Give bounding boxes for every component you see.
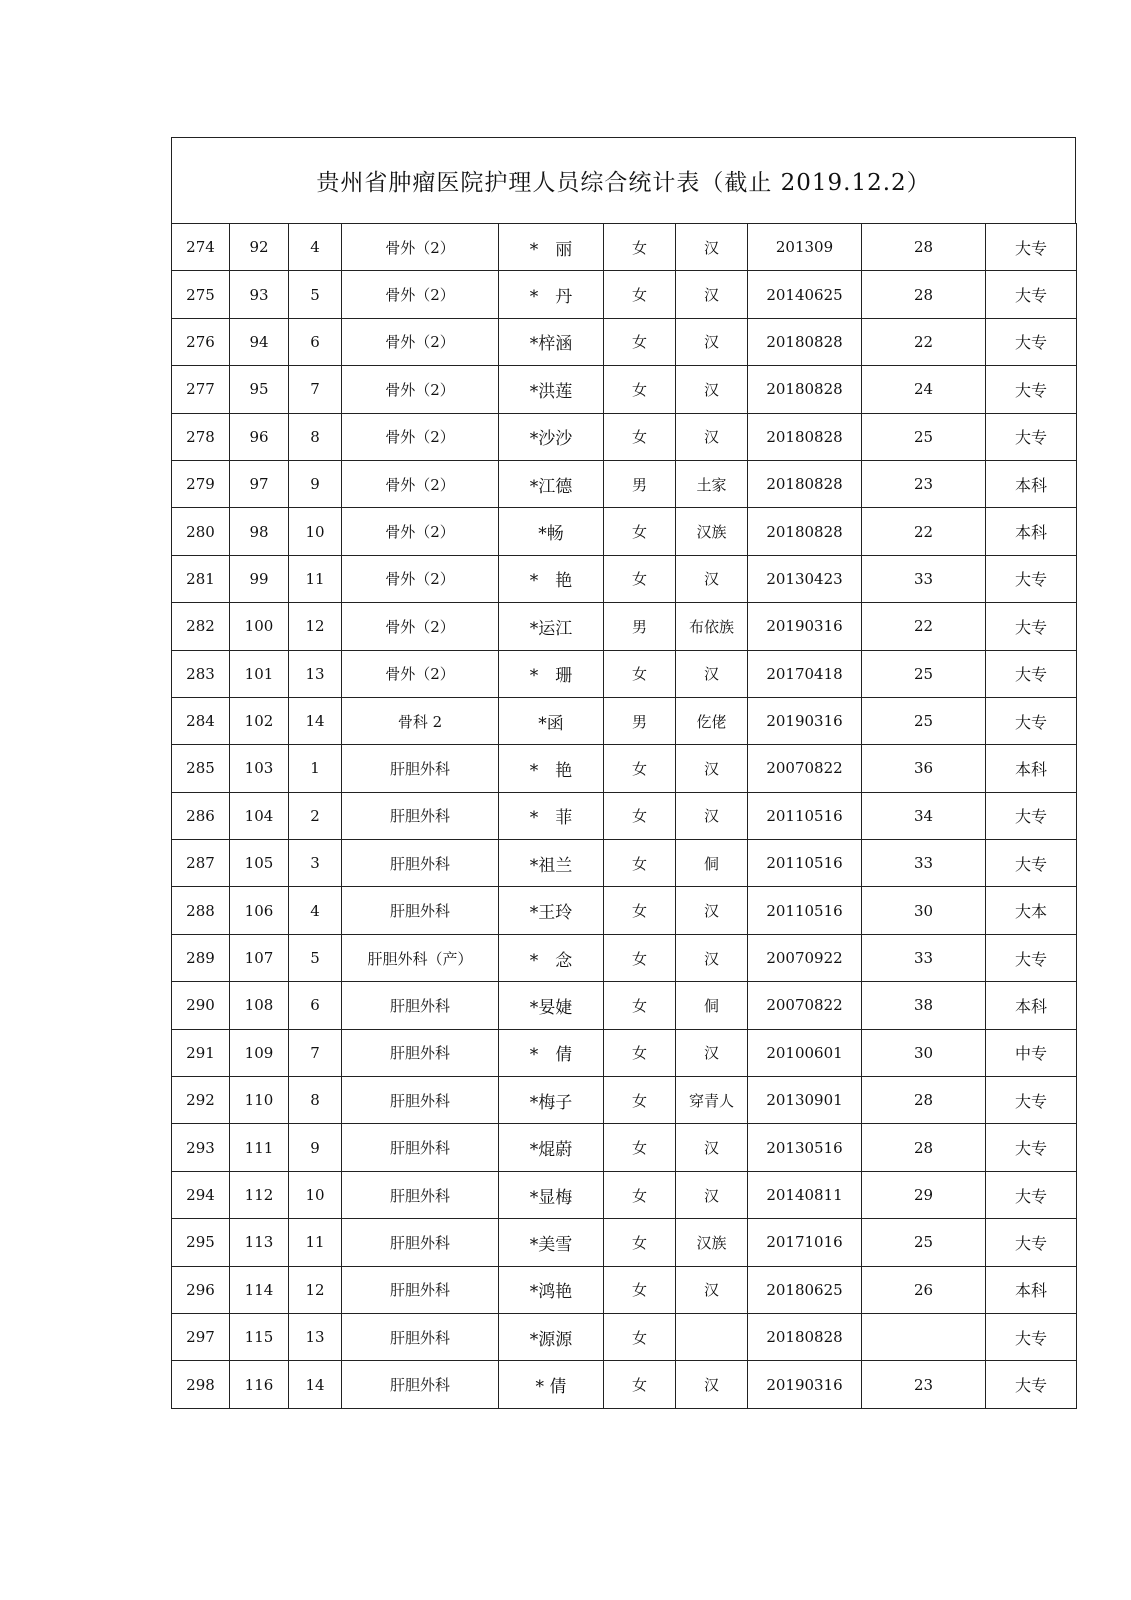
start-date-cell: 20180828 bbox=[748, 460, 862, 507]
gender-cell: 女 bbox=[604, 1077, 676, 1124]
start-date-cell: 20180828 bbox=[748, 318, 862, 365]
start-date-cell: 20070922 bbox=[748, 934, 862, 981]
start-date-cell: 20110516 bbox=[748, 840, 862, 887]
name-cell: *畅 bbox=[499, 508, 604, 555]
gender-cell: 女 bbox=[604, 413, 676, 460]
gender-cell: 女 bbox=[604, 1171, 676, 1218]
table-row bbox=[172, 650, 1077, 697]
start-date-cell: 20110516 bbox=[748, 887, 862, 934]
name-cell: *沙沙 bbox=[499, 413, 604, 460]
dept-index-cell: 14 bbox=[289, 697, 342, 744]
age-cell: 28 bbox=[862, 1077, 986, 1124]
start-date-cell: 20180625 bbox=[748, 1266, 862, 1313]
age-cell: 22 bbox=[862, 318, 986, 365]
dept-index-cell: 13 bbox=[289, 1313, 342, 1360]
start-date-cell: 20180828 bbox=[748, 1313, 862, 1360]
age-cell: 28 bbox=[862, 271, 986, 318]
department-cell: 肝胆外科 bbox=[342, 1171, 499, 1218]
gender-cell: 女 bbox=[604, 1029, 676, 1076]
ethnicity-cell: 土家 bbox=[676, 460, 748, 507]
department-cell: 骨外（2） bbox=[342, 318, 499, 365]
dept-seq-cell: 115 bbox=[230, 1313, 289, 1360]
gender-cell: 女 bbox=[604, 1124, 676, 1171]
department-cell: 骨外（2） bbox=[342, 366, 499, 413]
dept-seq-cell: 113 bbox=[230, 1219, 289, 1266]
ethnicity-cell: 汉 bbox=[676, 1266, 748, 1313]
gender-cell: 男 bbox=[604, 460, 676, 507]
dept-index-cell: 6 bbox=[289, 318, 342, 365]
start-date-cell: 20180828 bbox=[748, 508, 862, 555]
ethnicity-cell: 汉 bbox=[676, 1361, 748, 1408]
name-cell: *鸿艳 bbox=[499, 1266, 604, 1313]
name-cell: *显梅 bbox=[499, 1171, 604, 1218]
dept-index-cell: 10 bbox=[289, 1171, 342, 1218]
dept-index-cell: 14 bbox=[289, 1361, 342, 1408]
dept-seq-cell: 96 bbox=[230, 413, 289, 460]
table-row bbox=[172, 1313, 1077, 1360]
education-cell: 大专 bbox=[986, 318, 1077, 365]
dept-seq-cell: 93 bbox=[230, 271, 289, 318]
department-cell: 骨外（2） bbox=[342, 224, 499, 271]
gender-cell: 女 bbox=[604, 1313, 676, 1360]
age-cell: 23 bbox=[862, 460, 986, 507]
name-cell: * 丽 bbox=[499, 224, 604, 271]
seq-cell: 279 bbox=[172, 460, 230, 507]
gender-cell: 女 bbox=[604, 318, 676, 365]
education-cell: 大专 bbox=[986, 366, 1077, 413]
table-row bbox=[172, 887, 1077, 934]
dept-seq-cell: 110 bbox=[230, 1077, 289, 1124]
start-date-cell: 20171016 bbox=[748, 1219, 862, 1266]
age-cell: 25 bbox=[862, 650, 986, 697]
ethnicity-cell: 汉族 bbox=[676, 508, 748, 555]
staff-table bbox=[171, 223, 1077, 1409]
age-cell: 28 bbox=[862, 224, 986, 271]
dept-seq-cell: 116 bbox=[230, 1361, 289, 1408]
start-date-cell: 20140625 bbox=[748, 271, 862, 318]
start-date-cell: 20130901 bbox=[748, 1077, 862, 1124]
department-cell: 骨外（2） bbox=[342, 650, 499, 697]
name-cell: *函 bbox=[499, 697, 604, 744]
education-cell: 大专 bbox=[986, 934, 1077, 981]
gender-cell: 女 bbox=[604, 366, 676, 413]
table-row bbox=[172, 555, 1077, 602]
gender-cell: 女 bbox=[604, 792, 676, 839]
education-cell: 中专 bbox=[986, 1029, 1077, 1076]
seq-cell: 296 bbox=[172, 1266, 230, 1313]
department-cell: 肝胆外科 bbox=[342, 1361, 499, 1408]
education-cell: 本科 bbox=[986, 982, 1077, 1029]
dept-index-cell: 9 bbox=[289, 460, 342, 507]
department-cell: 肝胆外科 bbox=[342, 792, 499, 839]
dept-index-cell: 4 bbox=[289, 224, 342, 271]
ethnicity-cell: 汉 bbox=[676, 650, 748, 697]
start-date-cell: 20190316 bbox=[748, 697, 862, 744]
department-cell: 骨外（2） bbox=[342, 508, 499, 555]
seq-cell: 274 bbox=[172, 224, 230, 271]
dept-seq-cell: 100 bbox=[230, 603, 289, 650]
gender-cell: 女 bbox=[604, 224, 676, 271]
ethnicity-cell: 汉族 bbox=[676, 1219, 748, 1266]
ethnicity-cell: 布依族 bbox=[676, 603, 748, 650]
table-row bbox=[172, 1361, 1077, 1408]
education-cell: 大专 bbox=[986, 413, 1077, 460]
dept-index-cell: 2 bbox=[289, 792, 342, 839]
dept-index-cell: 4 bbox=[289, 887, 342, 934]
gender-cell: 女 bbox=[604, 1361, 676, 1408]
seq-cell: 276 bbox=[172, 318, 230, 365]
dept-seq-cell: 112 bbox=[230, 1171, 289, 1218]
dept-seq-cell: 108 bbox=[230, 982, 289, 1029]
ethnicity-cell: 汉 bbox=[676, 745, 748, 792]
dept-seq-cell: 103 bbox=[230, 745, 289, 792]
department-cell: 肝胆外科 bbox=[342, 887, 499, 934]
seq-cell: 293 bbox=[172, 1124, 230, 1171]
table-row bbox=[172, 982, 1077, 1029]
name-cell: * 倩 bbox=[499, 1361, 604, 1408]
department-cell: 骨外（2） bbox=[342, 413, 499, 460]
start-date-cell: 20190316 bbox=[748, 603, 862, 650]
gender-cell: 女 bbox=[604, 1266, 676, 1313]
gender-cell: 女 bbox=[604, 555, 676, 602]
education-cell: 大专 bbox=[986, 697, 1077, 744]
department-cell: 骨科 2 bbox=[342, 697, 499, 744]
name-cell: *源源 bbox=[499, 1313, 604, 1360]
dept-seq-cell: 104 bbox=[230, 792, 289, 839]
table-row bbox=[172, 1077, 1077, 1124]
start-date-cell: 20070822 bbox=[748, 745, 862, 792]
dept-seq-cell: 102 bbox=[230, 697, 289, 744]
dept-seq-cell: 99 bbox=[230, 555, 289, 602]
age-cell: 33 bbox=[862, 555, 986, 602]
dept-index-cell: 5 bbox=[289, 271, 342, 318]
department-cell: 肝胆外科 bbox=[342, 1029, 499, 1076]
seq-cell: 281 bbox=[172, 555, 230, 602]
table-row bbox=[172, 1219, 1077, 1266]
name-cell: *焜蔚 bbox=[499, 1124, 604, 1171]
department-cell: 肝胆外科 bbox=[342, 982, 499, 1029]
table-row bbox=[172, 318, 1077, 365]
department-cell: 肝胆外科 bbox=[342, 1219, 499, 1266]
education-cell: 大本 bbox=[986, 887, 1077, 934]
name-cell: *洪莲 bbox=[499, 366, 604, 413]
dept-index-cell: 8 bbox=[289, 413, 342, 460]
table-row bbox=[172, 934, 1077, 981]
start-date-cell: 20180828 bbox=[748, 413, 862, 460]
seq-cell: 292 bbox=[172, 1077, 230, 1124]
department-cell: 骨外（2） bbox=[342, 460, 499, 507]
name-cell: *美雪 bbox=[499, 1219, 604, 1266]
education-cell: 本科 bbox=[986, 508, 1077, 555]
ethnicity-cell: 汉 bbox=[676, 224, 748, 271]
table-row bbox=[172, 413, 1077, 460]
seq-cell: 294 bbox=[172, 1171, 230, 1218]
table-row bbox=[172, 1266, 1077, 1313]
dept-seq-cell: 114 bbox=[230, 1266, 289, 1313]
age-cell: 38 bbox=[862, 982, 986, 1029]
dept-index-cell: 5 bbox=[289, 934, 342, 981]
start-date-cell: 20070822 bbox=[748, 982, 862, 1029]
start-date-cell: 20140811 bbox=[748, 1171, 862, 1218]
ethnicity-cell: 汉 bbox=[676, 366, 748, 413]
dept-index-cell: 10 bbox=[289, 508, 342, 555]
seq-cell: 285 bbox=[172, 745, 230, 792]
seq-cell: 275 bbox=[172, 271, 230, 318]
education-cell: 大专 bbox=[986, 271, 1077, 318]
age-cell: 30 bbox=[862, 1029, 986, 1076]
seq-cell: 298 bbox=[172, 1361, 230, 1408]
gender-cell: 男 bbox=[604, 603, 676, 650]
education-cell: 大专 bbox=[986, 650, 1077, 697]
start-date-cell: 20100601 bbox=[748, 1029, 862, 1076]
education-cell: 大专 bbox=[986, 224, 1077, 271]
ethnicity-cell: 汉 bbox=[676, 1171, 748, 1218]
dept-seq-cell: 98 bbox=[230, 508, 289, 555]
ethnicity-cell: 侗 bbox=[676, 840, 748, 887]
education-cell: 大专 bbox=[986, 603, 1077, 650]
seq-cell: 278 bbox=[172, 413, 230, 460]
table-row bbox=[172, 508, 1077, 555]
ethnicity-cell: 汉 bbox=[676, 887, 748, 934]
gender-cell: 女 bbox=[604, 982, 676, 1029]
ethnicity-cell: 汉 bbox=[676, 318, 748, 365]
seq-cell: 280 bbox=[172, 508, 230, 555]
start-date-cell: 201309 bbox=[748, 224, 862, 271]
gender-cell: 女 bbox=[604, 508, 676, 555]
education-cell: 大专 bbox=[986, 555, 1077, 602]
gender-cell: 男 bbox=[604, 697, 676, 744]
seq-cell: 290 bbox=[172, 982, 230, 1029]
age-cell: 25 bbox=[862, 1219, 986, 1266]
start-date-cell: 20180828 bbox=[748, 366, 862, 413]
gender-cell: 女 bbox=[604, 887, 676, 934]
dept-seq-cell: 92 bbox=[230, 224, 289, 271]
education-cell: 大专 bbox=[986, 1219, 1077, 1266]
name-cell: * 珊 bbox=[499, 650, 604, 697]
dept-seq-cell: 105 bbox=[230, 840, 289, 887]
start-date-cell: 20130516 bbox=[748, 1124, 862, 1171]
name-cell: *梅子 bbox=[499, 1077, 604, 1124]
age-cell: 33 bbox=[862, 840, 986, 887]
age-cell bbox=[862, 1313, 986, 1360]
name-cell: * 念 bbox=[499, 934, 604, 981]
dept-index-cell: 8 bbox=[289, 1077, 342, 1124]
table-row bbox=[172, 1171, 1077, 1218]
page-title: 贵州省肿瘤医院护理人员综合统计表（截止 2019.12.2） bbox=[316, 170, 931, 196]
start-date-cell: 20130423 bbox=[748, 555, 862, 602]
name-cell: *祖兰 bbox=[499, 840, 604, 887]
table-row bbox=[172, 1029, 1077, 1076]
ethnicity-cell: 汉 bbox=[676, 934, 748, 981]
age-cell: 33 bbox=[862, 934, 986, 981]
dept-seq-cell: 107 bbox=[230, 934, 289, 981]
table-row bbox=[172, 697, 1077, 744]
education-cell: 大专 bbox=[986, 1361, 1077, 1408]
ethnicity-cell: 汉 bbox=[676, 1029, 748, 1076]
gender-cell: 女 bbox=[604, 745, 676, 792]
ethnicity-cell bbox=[676, 1313, 748, 1360]
dept-seq-cell: 109 bbox=[230, 1029, 289, 1076]
gender-cell: 女 bbox=[604, 840, 676, 887]
dept-seq-cell: 106 bbox=[230, 887, 289, 934]
age-cell: 36 bbox=[862, 745, 986, 792]
seq-cell: 283 bbox=[172, 650, 230, 697]
ethnicity-cell: 汉 bbox=[676, 555, 748, 602]
department-cell: 肝胆外科 bbox=[342, 840, 499, 887]
name-cell: * 丹 bbox=[499, 271, 604, 318]
dept-index-cell: 7 bbox=[289, 366, 342, 413]
age-cell: 25 bbox=[862, 697, 986, 744]
department-cell: 肝胆外科（产） bbox=[342, 934, 499, 981]
table-body bbox=[172, 224, 1077, 1409]
ethnicity-cell: 仡佬 bbox=[676, 697, 748, 744]
table-row bbox=[172, 745, 1077, 792]
dept-index-cell: 9 bbox=[289, 1124, 342, 1171]
ethnicity-cell: 侗 bbox=[676, 982, 748, 1029]
title-cell bbox=[171, 137, 1076, 223]
dept-index-cell: 7 bbox=[289, 1029, 342, 1076]
seq-cell: 282 bbox=[172, 603, 230, 650]
department-cell: 骨外（2） bbox=[342, 603, 499, 650]
dept-index-cell: 11 bbox=[289, 555, 342, 602]
education-cell: 本科 bbox=[986, 1266, 1077, 1313]
dept-index-cell: 12 bbox=[289, 603, 342, 650]
age-cell: 23 bbox=[862, 1361, 986, 1408]
age-cell: 26 bbox=[862, 1266, 986, 1313]
start-date-cell: 20170418 bbox=[748, 650, 862, 697]
age-cell: 34 bbox=[862, 792, 986, 839]
seq-cell: 284 bbox=[172, 697, 230, 744]
seq-cell: 289 bbox=[172, 934, 230, 981]
education-cell: 本科 bbox=[986, 460, 1077, 507]
dept-seq-cell: 95 bbox=[230, 366, 289, 413]
name-cell: *梓涵 bbox=[499, 318, 604, 365]
dept-index-cell: 12 bbox=[289, 1266, 342, 1313]
seq-cell: 288 bbox=[172, 887, 230, 934]
table-row bbox=[172, 460, 1077, 507]
dept-seq-cell: 111 bbox=[230, 1124, 289, 1171]
table-row bbox=[172, 603, 1077, 650]
education-cell: 本科 bbox=[986, 745, 1077, 792]
name-cell: * 倩 bbox=[499, 1029, 604, 1076]
gender-cell: 女 bbox=[604, 271, 676, 318]
ethnicity-cell: 汉 bbox=[676, 271, 748, 318]
table-row bbox=[172, 1124, 1077, 1171]
education-cell: 大专 bbox=[986, 792, 1077, 839]
education-cell: 大专 bbox=[986, 1313, 1077, 1360]
age-cell: 29 bbox=[862, 1171, 986, 1218]
ethnicity-cell: 汉 bbox=[676, 1124, 748, 1171]
seq-cell: 286 bbox=[172, 792, 230, 839]
department-cell: 骨外（2） bbox=[342, 555, 499, 602]
dept-index-cell: 6 bbox=[289, 982, 342, 1029]
seq-cell: 295 bbox=[172, 1219, 230, 1266]
dept-index-cell: 3 bbox=[289, 840, 342, 887]
gender-cell: 女 bbox=[604, 1219, 676, 1266]
name-cell: *王玲 bbox=[499, 887, 604, 934]
department-cell: 肝胆外科 bbox=[342, 1124, 499, 1171]
age-cell: 24 bbox=[862, 366, 986, 413]
seq-cell: 277 bbox=[172, 366, 230, 413]
ethnicity-cell: 汉 bbox=[676, 413, 748, 460]
department-cell: 肝胆外科 bbox=[342, 1266, 499, 1313]
age-cell: 28 bbox=[862, 1124, 986, 1171]
start-date-cell: 20190316 bbox=[748, 1361, 862, 1408]
name-cell: *妟婕 bbox=[499, 982, 604, 1029]
statistics-sheet bbox=[171, 137, 1076, 1409]
table-row bbox=[172, 366, 1077, 413]
seq-cell: 287 bbox=[172, 840, 230, 887]
ethnicity-cell: 汉 bbox=[676, 792, 748, 839]
age-cell: 25 bbox=[862, 413, 986, 460]
department-cell: 肝胆外科 bbox=[342, 1313, 499, 1360]
seq-cell: 297 bbox=[172, 1313, 230, 1360]
ethnicity-cell: 穿青人 bbox=[676, 1077, 748, 1124]
name-cell: * 艳 bbox=[499, 745, 604, 792]
department-cell: 肝胆外科 bbox=[342, 1077, 499, 1124]
dept-index-cell: 1 bbox=[289, 745, 342, 792]
age-cell: 22 bbox=[862, 508, 986, 555]
table-row bbox=[172, 792, 1077, 839]
seq-cell: 291 bbox=[172, 1029, 230, 1076]
dept-index-cell: 13 bbox=[289, 650, 342, 697]
dept-seq-cell: 97 bbox=[230, 460, 289, 507]
start-date-cell: 20110516 bbox=[748, 792, 862, 839]
education-cell: 大专 bbox=[986, 840, 1077, 887]
age-cell: 30 bbox=[862, 887, 986, 934]
education-cell: 大专 bbox=[986, 1171, 1077, 1218]
age-cell: 22 bbox=[862, 603, 986, 650]
department-cell: 肝胆外科 bbox=[342, 745, 499, 792]
name-cell: * 艳 bbox=[499, 555, 604, 602]
name-cell: * 菲 bbox=[499, 792, 604, 839]
dept-index-cell: 11 bbox=[289, 1219, 342, 1266]
table-row bbox=[172, 224, 1077, 271]
department-cell: 骨外（2） bbox=[342, 271, 499, 318]
name-cell: *运江 bbox=[499, 603, 604, 650]
table-row bbox=[172, 840, 1077, 887]
education-cell: 大专 bbox=[986, 1124, 1077, 1171]
gender-cell: 女 bbox=[604, 650, 676, 697]
name-cell: *江德 bbox=[499, 460, 604, 507]
gender-cell: 女 bbox=[604, 934, 676, 981]
education-cell: 大专 bbox=[986, 1077, 1077, 1124]
table-row bbox=[172, 271, 1077, 318]
dept-seq-cell: 94 bbox=[230, 318, 289, 365]
dept-seq-cell: 101 bbox=[230, 650, 289, 697]
